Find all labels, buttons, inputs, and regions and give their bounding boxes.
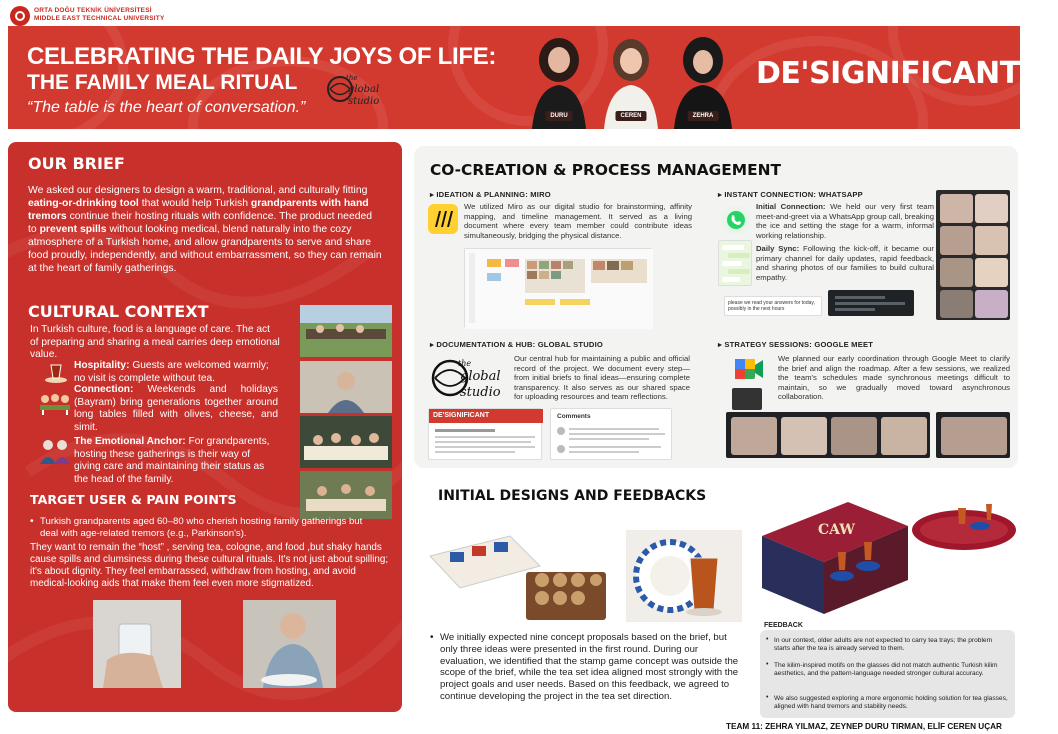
tea-glass-icon: [42, 361, 70, 383]
feedback-title: FEEDBACK: [764, 622, 803, 629]
miro-title: ▸ IDEATION & PLANNING: MIRO: [430, 190, 551, 199]
studio-shot-header: DE'SIGNIFICANT: [429, 409, 543, 423]
designs-summary: We initially expected nine concept proposals based on the brief, but only three ideas were presented in the first round. During our evaluation, we identified that the stamp game concept was outside the scope of the brief, while the tea set idea aligned most strongly with the project goals and user needs. Based on this feedback, we agreed to continue developing the project in the tea set direction.: [440, 632, 739, 702]
summary-bullet-dot: •: [430, 632, 434, 643]
feedback-box: [760, 630, 1015, 718]
feedback-item: The kilim-inspired motifs on the glasses did not match authentic Turkish kilim aesthetics, and the pattern-language needed stronger cultural accuracy.: [774, 662, 998, 678]
svg-text:global: global: [348, 84, 380, 95]
comments-label: Comments: [557, 413, 591, 420]
member-photo-zehra: [672, 30, 734, 129]
whatsapp-initial-text: Initial Connection: We held our very first team meet-and-greet via a WhatsApp group call, breaking the ice and setting the stage for a warm, informal working relationship.: [756, 202, 934, 240]
cultural-item-connection: Connection: Weekends and holidays (Bayram) bring generations together around long tables filled with olives, cheese, and simit.: [74, 384, 278, 433]
member-tag: ZEHRA: [688, 111, 719, 121]
member-tag: CEREN: [615, 111, 646, 121]
university-name-tr: ORTA DOĞU TEKNİK ÜNİVERSİTESİ: [34, 7, 152, 14]
brief-text: We asked our designers to design a warm, traditional, and culturally fitting eating-or-drinking tool that would help Turkish grandparents with hand tremors continue their hosting rituals with confidence. The product needed to prevent spills without looking medical, blend naturally into the cozy atmosphere of a Turkish home, and allow grandparents to serve and share food proudly, independently, and without embarrassment, so they can remain at the heart of family gatherings.: [28, 185, 382, 274]
university-name-en: MIDDLE EAST TECHNICAL UNIVERSITY: [34, 15, 165, 22]
target-text: They want to remain the “host” , serving tea, cologne, and food ,but shaky hands cause spills and clumsiness during these cultural rituals. It's not just about spilling; it's about dignity. They feel embarrassed, withdraw from hosting, and avoid medical-looking aids that make them feel even more stigmatized.: [30, 542, 389, 589]
team-credit: TEAM 11: ZEHRA YILMAZ, ZEYNEP DURU TIRMAN, ELİF CEREN UÇAR: [726, 722, 1002, 731]
member-photo-duru: [528, 30, 590, 129]
header-banner: [8, 26, 1041, 129]
family-photo-3: [300, 416, 392, 468]
svg-text:the: the: [458, 359, 472, 368]
member-tag: DURU: [545, 111, 572, 121]
feedback-item: We also suggested exploring a more ergonomic holding solution for tea glasses, aligned with hand tremors and stability needs.: [774, 695, 1008, 711]
feedback-bullet-dot: •: [766, 694, 769, 701]
google-meet-icon: [734, 356, 764, 382]
meet-mini-thumb: [732, 388, 762, 410]
whatsapp-dark-shot: [828, 290, 914, 316]
cocreation-heading: CO-CREATION & PROCESS MANAGEMENT: [430, 161, 781, 179]
meet-text: We planned our early coordination through Google Meet to clarify the brief and align the roadmap. After a few sessions, we realized the team's schedules made synchronous meetings difficult to maintain, so we gradually moved toward asynchronous collaboration.: [778, 354, 1010, 402]
elderly-man-eating-photo: [243, 600, 336, 688]
feedback-bullet-dot: •: [766, 661, 769, 668]
target-bullet-dot: •: [30, 516, 34, 527]
target-heading: TARGET USER & PAIN POINTS: [30, 492, 237, 507]
grandparents-icon: [38, 438, 72, 464]
target-bullet: Turkish grandparents aged 60–80 who cherish hosting family gatherings but deal with age-related tremors (e.g., Parkinson's).: [40, 516, 363, 539]
studio-comments-screenshot: [550, 408, 672, 460]
hand-glass-photo: [93, 600, 181, 688]
family-photo-4: [300, 471, 392, 519]
global-studio-logo: [326, 66, 380, 112]
svg-text:studio: studio: [348, 96, 380, 107]
cultural-heading: CULTURAL CONTEXT: [28, 302, 209, 321]
co-creation-panel: [414, 146, 1018, 468]
family-photo-1: [300, 305, 392, 357]
miro-board-screenshot: [464, 248, 652, 328]
cultural-item-anchor: The Emotional Anchor: For grandparents, hosting these gatherings is their way of giving care and maintaining their status as the head of the family.: [74, 436, 270, 485]
whatsapp-video-call-grid: [936, 190, 1010, 320]
cultural-item-hospitality: Hospitality: Guests are welcomed warmly; no visit is complete without tea.: [74, 360, 269, 384]
meet-call-screenshot: [726, 412, 930, 458]
tea-set-box-concept-image: [758, 496, 1020, 624]
stamp-game-concept-image: [420, 516, 620, 626]
whatsapp-icon: [722, 206, 750, 234]
team-brand: DE'SIGNIFICANTS: [756, 56, 1041, 91]
designs-heading: INITIAL DESIGNS AND FEEDBACKS: [438, 488, 707, 504]
whatsapp-chat-thumb: [718, 240, 752, 286]
svg-text:global: global: [460, 369, 501, 384]
whatsapp-daily-text: Daily Sync: Following the kick-off, it became our primary channel for daily updates, rapid feedback, and sharing photos of our families to build cultural empathy.: [756, 244, 934, 282]
whatsapp-message-shot: please we read your answers for today, possibly in the next hours: [724, 296, 822, 316]
poster-title-line2: THE FAMILY MEAL RITUAL: [27, 71, 298, 94]
poster-title-line1: CELEBRATING THE DAILY JOYS OF LIFE:: [27, 43, 497, 70]
family-photo-2: [300, 361, 392, 413]
left-panel: [8, 142, 402, 712]
svg-text:studio: studio: [460, 385, 501, 400]
studio-page-screenshot: [428, 408, 542, 460]
global-studio-logo-large: [430, 352, 510, 404]
studio-title: ▸ DOCUMENTATION & HUB: GLOBAL STUDIO: [430, 340, 604, 349]
cultural-intro: In Turkish culture, food is a language of care. The act of preparing and sharing a meal carries deep emotional value.: [30, 324, 280, 361]
meet-title: ▸ STRATEGY SESSIONS: GOOGLE MEET: [718, 340, 874, 349]
poster-quote: “The table is the heart of conversation.”: [27, 99, 306, 116]
feedback-item: In our context, older adults are not expected to carry tea trays; the problem starts after the tea is already served to them.: [774, 637, 993, 653]
miro-icon: [428, 204, 458, 234]
meet-call-screenshot-2: [936, 412, 1010, 458]
studio-text: Our central hub for maintaining a public and official record of the project. We document every step—from initial briefs to final ideas—ensuring complete transparency. It also serves as our shared space for uploading resources and team reflections.: [514, 354, 690, 402]
feedback-bullet-dot: •: [766, 636, 769, 643]
box-brand-text: CAW: [818, 522, 856, 538]
member-photo-ceren: [600, 30, 662, 129]
brief-heading: OUR BRIEF: [28, 154, 125, 173]
svg-text:the: the: [346, 74, 358, 82]
family-table-icon: [38, 392, 72, 416]
miro-text: We utilized Miro as our digital studio for brainstorming, affinity mapping, and timeline management. It served as a living document where every team member could contribute ideas simultaneously, bridging the physical distance.: [464, 202, 692, 240]
tea-glass-concept-image: [626, 530, 742, 622]
whatsapp-title: ▸ INSTANT CONNECTION: WHATSAPP: [718, 190, 863, 199]
